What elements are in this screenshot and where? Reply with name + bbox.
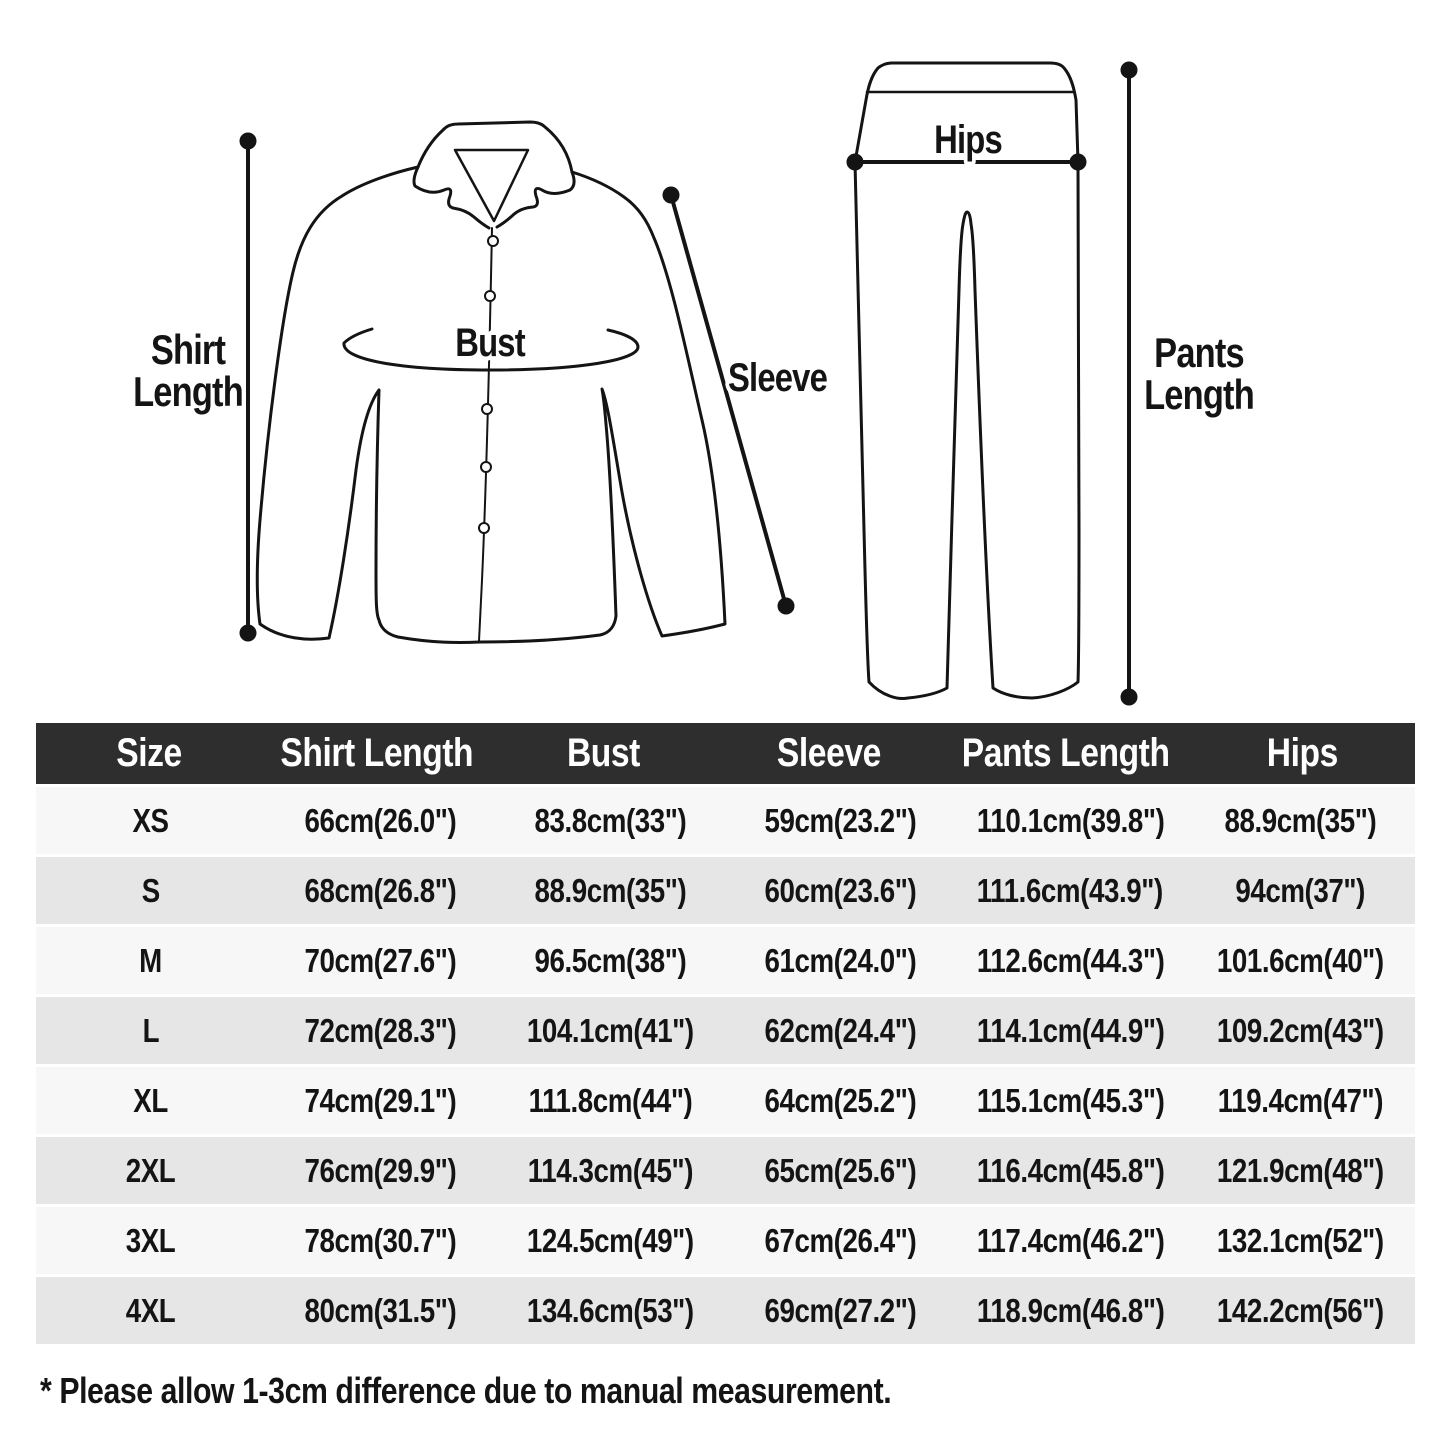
size-cell: XS: [132, 801, 169, 839]
pants-length-measure: [1121, 62, 1137, 705]
sleeve-label: Sleeve: [728, 354, 828, 400]
measure-dot: [778, 598, 794, 614]
measurement-cell: 109.2cm(43"): [1216, 1011, 1384, 1049]
measurement-cell: 60cm(23.6"): [764, 871, 917, 909]
measure-dot: [1121, 62, 1137, 78]
measurement-cell: 142.2cm(56"): [1216, 1291, 1384, 1329]
size-table-body: [36, 787, 1415, 1344]
measurement-diagram: [0, 0, 1445, 722]
sleeve-measure: [663, 187, 794, 614]
measurement-cell: 88.9cm(35"): [1224, 801, 1376, 839]
column-header: Pants Length: [961, 731, 1170, 775]
measurement-cell: 88.9cm(35"): [534, 871, 687, 909]
measurement-cell: 96.5cm(38"): [534, 941, 687, 979]
measurement-cell: 62cm(24.4"): [764, 1011, 917, 1049]
measure-dot: [1121, 689, 1137, 705]
measurement-cell: 118.9cm(46.8"): [976, 1291, 1165, 1329]
measurement-cell: 101.6cm(40"): [1216, 941, 1384, 979]
measurement-cell: 70cm(27.6"): [304, 941, 457, 979]
size-cell: 4XL: [126, 1291, 176, 1329]
measurement-cell: 115.1cm(45.3"): [976, 1081, 1165, 1119]
measurement-cell: 114.1cm(44.9"): [976, 1011, 1165, 1049]
measure-dot: [663, 187, 679, 203]
table-row: [36, 1277, 1415, 1344]
measure-dot: [1070, 154, 1086, 170]
measurement-cell: 111.6cm(43.9"): [977, 871, 1164, 909]
measurement-cell: 114.3cm(45"): [527, 1151, 694, 1189]
measurement-cell: 76cm(29.9"): [304, 1151, 457, 1189]
shirt-collar-lapel-right: [497, 172, 574, 227]
measurement-cell: 78cm(30.7"): [304, 1221, 457, 1259]
sleeve-line: [671, 195, 786, 606]
table-row: [36, 997, 1415, 1064]
measure-dot: [847, 154, 863, 170]
size-cell: S: [141, 871, 160, 909]
table-row: [36, 1067, 1415, 1134]
measurement-cell: 111.8cm(44"): [528, 1081, 693, 1119]
column-header: Shirt Length: [279, 731, 473, 775]
measurement-cell: 112.6cm(44.3"): [976, 941, 1165, 979]
size-table-header-row: [36, 723, 1415, 784]
measurement-cell: 72cm(28.3"): [304, 1011, 457, 1049]
size-cell: 2XL: [126, 1151, 176, 1189]
shirt-length-label-line1: Shirt: [150, 326, 226, 374]
pants-length-label-line1: Pants: [1154, 329, 1244, 377]
hips-label: Hips: [934, 116, 1002, 162]
measure-dot: [240, 625, 256, 641]
measurement-cell: 119.4cm(47"): [1217, 1081, 1383, 1119]
measurement-cell: 68cm(26.8"): [304, 871, 457, 909]
measurement-cell: 61cm(24.0"): [764, 941, 917, 979]
measurement-cell: 134.6cm(53"): [527, 1291, 694, 1329]
measurement-cell: 66cm(26.0"): [304, 801, 457, 839]
pajama-shirt-drawing: [257, 122, 725, 642]
size-table: [36, 723, 1415, 1347]
pants-length-label-line2: Length: [1144, 371, 1254, 419]
size-cell: XL: [133, 1081, 169, 1119]
bust-label: Bust: [455, 319, 525, 365]
table-row: [36, 927, 1415, 994]
measurement-note-text: * Please allow 1-3cm difference due to manual measurement.: [40, 1370, 892, 1411]
measurement-cell: 94cm(37"): [1235, 871, 1365, 909]
shirt-length-label-line2: Length: [133, 368, 243, 416]
measurement-cell: 80cm(31.5"): [304, 1291, 457, 1329]
column-header: Hips: [1266, 731, 1338, 775]
shirt-collar-lapel-left: [414, 167, 489, 228]
measurement-cell: 124.5cm(49"): [527, 1221, 694, 1259]
measurement-cell: 116.4cm(45.8"): [976, 1151, 1165, 1189]
column-header: Bust: [567, 731, 641, 775]
pants-outline: [855, 162, 1079, 698]
shirt-placket: [479, 228, 492, 641]
measure-dot: [240, 133, 256, 149]
table-row: [36, 1137, 1415, 1204]
measurement-cell: 110.1cm(39.8"): [976, 801, 1165, 839]
measurement-cell: 83.8cm(33"): [534, 801, 687, 839]
measurement-cell: 117.4cm(46.2"): [976, 1221, 1165, 1259]
measurement-cell: 65cm(25.6"): [764, 1151, 917, 1189]
shirt-collar: [418, 122, 572, 172]
column-header: Size: [115, 731, 182, 775]
table-row: [36, 1207, 1415, 1274]
measurement-cell: 121.9cm(48"): [1216, 1151, 1384, 1189]
measurement-cell: 67cm(26.4"): [764, 1221, 917, 1259]
table-row: [36, 857, 1415, 924]
measurement-cell: 64cm(25.2"): [764, 1081, 917, 1119]
size-cell: 3XL: [126, 1221, 176, 1259]
size-cell: M: [139, 941, 163, 979]
measurement-note: [40, 1370, 1053, 1412]
measurement-cell: 104.1cm(41"): [527, 1011, 694, 1049]
measurement-cell: 69cm(27.2"): [764, 1291, 917, 1329]
column-header: Sleeve: [777, 731, 882, 775]
table-row: [36, 787, 1415, 854]
measurement-cell: 132.1cm(52"): [1216, 1221, 1384, 1259]
size-cell: L: [142, 1011, 160, 1049]
measurement-cell: 59cm(23.2"): [764, 801, 917, 839]
measurement-cell: 74cm(29.1"): [304, 1081, 457, 1119]
